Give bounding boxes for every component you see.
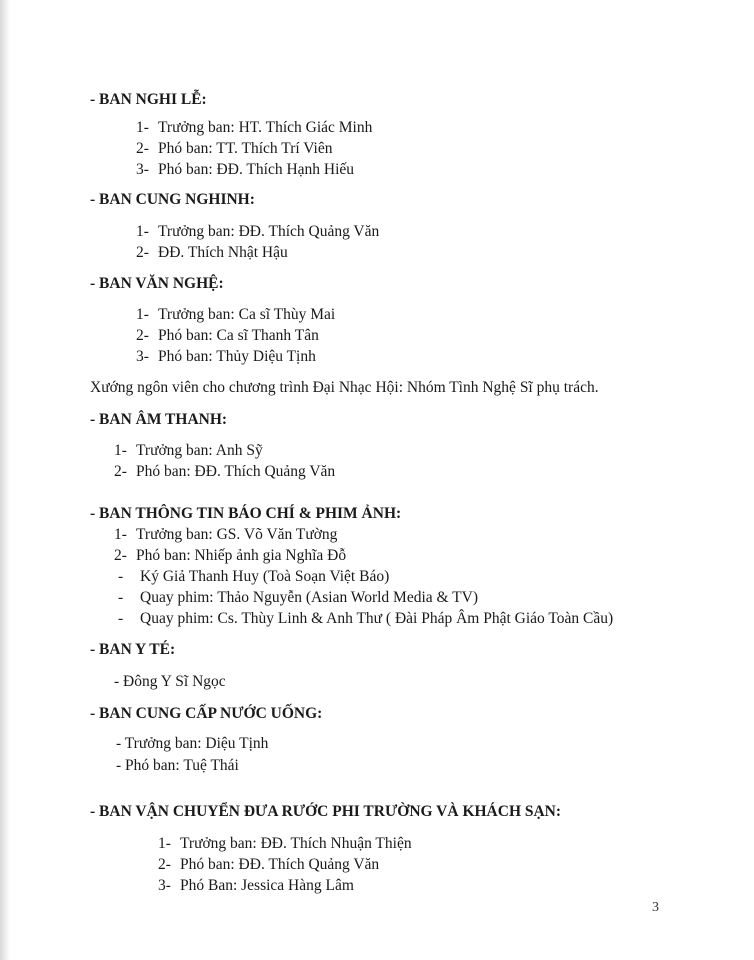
list-item-text: Trưởng ban: HT. Thích Giác Minh — [158, 119, 373, 136]
list-item: - Phó ban: Tuệ Thái — [116, 757, 239, 774]
section-heading-nghi-le: - BAN NGHI LỄ: — [90, 91, 207, 108]
list-item — [136, 243, 288, 263]
list-item — [114, 462, 335, 482]
list-item-text: Phó ban: Thủy Diệu Tịnh — [158, 348, 316, 365]
list-item-text: Phó ban: TT. Thích Trí Viên — [158, 140, 333, 157]
list-item: - Trưởng ban: Diệu Tịnh — [116, 735, 269, 752]
list-item: - Đông Y Sĩ Ngọc — [114, 673, 226, 690]
list-marker: 1- — [158, 835, 171, 852]
list-item-text: Phó ban: ĐĐ. Thích Quảng Văn — [180, 856, 380, 873]
section-heading-y-te: - BAN Y TÉ: — [90, 641, 176, 658]
list-marker: 1- — [114, 526, 127, 543]
list-item — [158, 855, 379, 875]
list-marker: 1- — [136, 223, 149, 240]
list-item-text: ĐĐ. Thích Nhật Hậu — [158, 244, 288, 261]
list-item — [136, 139, 332, 159]
list-item-text: Trưởng ban: ĐĐ. Thích Nhuận Thiện — [180, 835, 412, 852]
list-marker: 1- — [136, 306, 149, 323]
section-heading-nuoc-uong: - BAN CUNG CẤP NƯỚC UỐNG: — [90, 705, 323, 722]
list-item — [136, 347, 316, 367]
list-item — [136, 118, 372, 138]
list-marker: 2- — [136, 244, 149, 261]
list-item — [114, 441, 263, 461]
list-item — [136, 326, 319, 346]
list-item — [114, 525, 337, 545]
page-number: 3 — [652, 900, 659, 915]
section-heading-cung-nghinh: - BAN CUNG NGHINH: — [90, 191, 255, 208]
list-marker: 1- — [136, 119, 149, 136]
section-heading-van-nghe: - BAN VĂN NGHỆ: — [90, 275, 224, 292]
list-item — [118, 609, 613, 629]
list-item — [136, 222, 379, 242]
list-item-text: Trưởng ban: ĐĐ. Thích Quảng Văn — [158, 223, 380, 240]
list-marker: 2- — [114, 463, 127, 480]
list-item-text: Trưởng ban: Anh Sỹ — [136, 442, 263, 459]
list-item — [114, 546, 346, 566]
list-marker: 2- — [114, 547, 127, 564]
list-marker: 1- — [114, 442, 127, 459]
list-item-text: Trưởng ban: Ca sĩ Thùy Mai — [158, 306, 336, 323]
list-item — [136, 160, 354, 180]
list-item-text: Trưởng ban: GS. Võ Văn Tường — [136, 526, 338, 543]
list-item — [158, 876, 354, 896]
section-heading-am-thanh: - BAN ÂM THANH: — [90, 411, 228, 428]
list-marker: 2- — [136, 327, 149, 344]
list-item-text: Phó ban: Ca sĩ Thanh Tân — [158, 327, 319, 344]
list-marker: 3- — [158, 877, 171, 894]
list-item-text: Phó Ban: Jessica Hàng Lâm — [180, 877, 354, 894]
list-item-text: Quay phim: Cs. Thùy Linh & Anh Thư ( Đài Pháp Âm Phật Giáo Toàn Cầu) — [140, 610, 614, 627]
section-heading-thong-tin-bao-chi: - BAN THÔNG TIN BÁO CHÍ & PHIM ẢNH: — [90, 505, 402, 522]
announcer-paragraph: Xướng ngôn viên cho chương trình Đại Nhạc Hội: Nhóm Tình Nghệ Sĩ phụ trách. — [90, 379, 599, 396]
list-marker: 2- — [158, 856, 171, 873]
list-marker: - — [118, 568, 124, 585]
list-marker: 2- — [136, 140, 149, 157]
list-item-text: Phó ban: ĐĐ. Thích Quảng Văn — [136, 463, 336, 480]
list-marker: - — [118, 589, 124, 606]
list-item-text: Phó ban: ĐĐ. Thích Hạnh Hiếu — [158, 161, 355, 178]
list-item-text: Quay phim: Thảo Nguyễn (Asian World Media & TV) — [140, 589, 478, 606]
list-item-text: Ký Giả Thanh Huy (Toà Soạn Việt Báo) — [140, 568, 390, 585]
section-heading-van-chuyen: - BAN VẬN CHUYỂN ĐƯA RƯỚC PHI TRƯỜNG VÀ KHÁCH SẠN: — [90, 803, 562, 820]
list-item — [118, 588, 478, 608]
list-item — [158, 834, 412, 854]
list-marker: 3- — [136, 348, 149, 365]
list-item-text: Phó ban: Nhiếp ảnh gia Nghĩa Đỗ — [136, 547, 347, 564]
list-item — [118, 567, 389, 587]
list-marker: - — [118, 610, 124, 627]
list-item — [136, 305, 335, 325]
list-marker: 3- — [136, 161, 149, 178]
